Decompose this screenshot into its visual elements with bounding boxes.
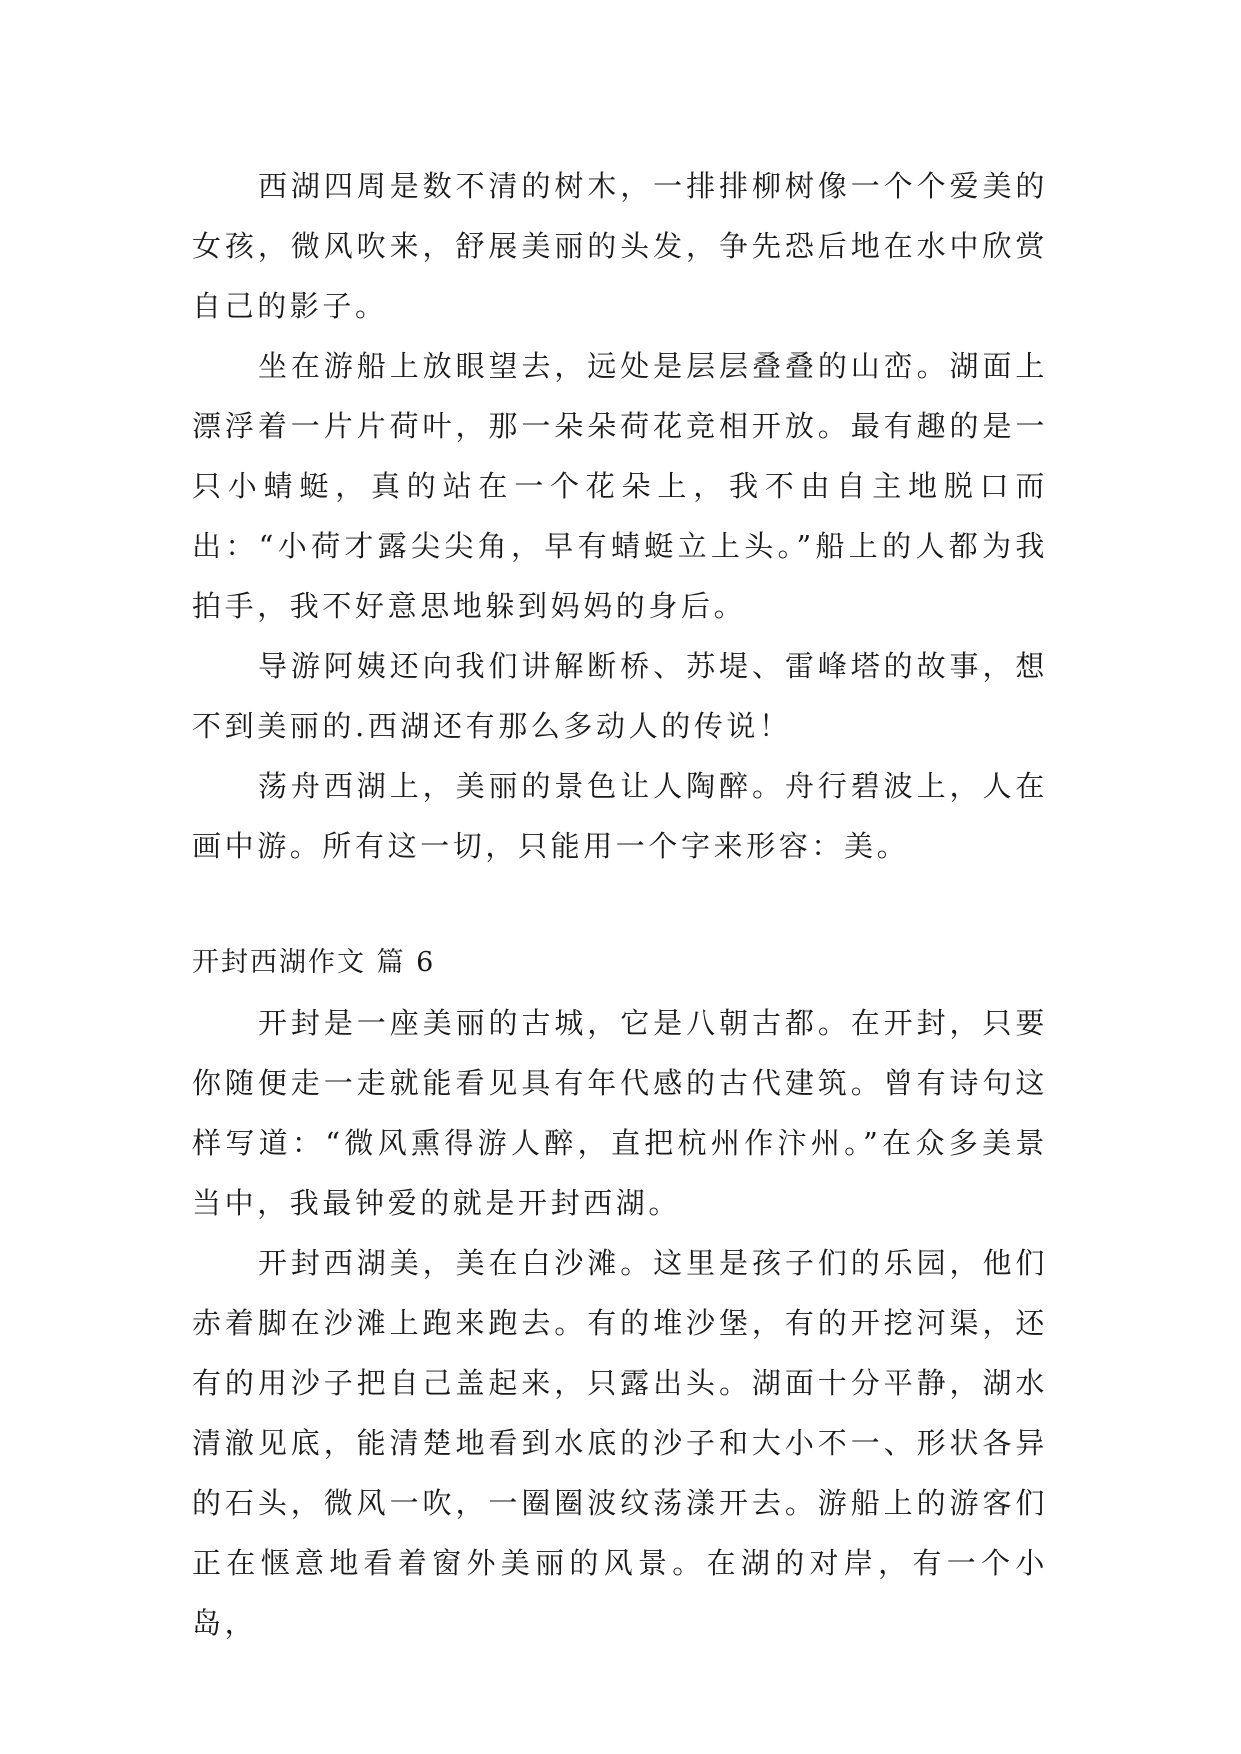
paragraph-boating: 荡舟西湖上，美丽的景色让人陶醉。舟行碧波上，人在画中游。所有这一切，只能用一个字来形容：美。 — [192, 769, 1048, 863]
section-spacer — [192, 876, 1048, 933]
paragraph-willows: 西湖四周是数不清的树木，一排排柳树像一个个爱美的女孩，微风吹来，舒展美丽的头发，争先恐后地在水中欣赏自己的影子。 — [192, 169, 1048, 323]
paragraph-white-beach: 开封西湖美，美在白沙滩。这里是孩子们的乐园，他们赤着脚在沙滩上跑来跑去。有的堆沙堡，有的开挖河渠，还有的用沙子把自己盖起来，只露出头。湖面十分平静，湖水清澈见底，能清楚地看到水底的沙子和大小不一、形状各异的石头，微风一吹，一圈圈波纹荡漾开去。游船上的游客们正在惬意地看着窗外美丽的风景。在湖的对岸，有一个小岛， — [192, 1246, 1048, 1640]
paragraph-boat-view: 坐在游船上放眼望去，远处是层层叠叠的山峦。湖面上漂浮着一片片荷叶，那一朵朵荷花竞相开放。最有趣的是一只小蜻蜓，真的站在一个花朵上，我不由自主地脱口而出：“小荷才露尖尖角，早有蜻蜓立上头。”船上的人都为我拍手，我不好意思地躲到妈妈的身后。 — [192, 349, 1048, 623]
paragraph-kaifeng-intro: 开封是一座美丽的古城，它是八朝古都。在开封，只要你随便走一走就能看见具有年代感的古代建筑。曾有诗句这样写道：“微风熏得游人醉，直把杭州作汴州。”在众多美景当中，我最钟爱的就是开封西湖。 — [192, 1006, 1048, 1220]
section-heading: 开封西湖作文 篇 6 — [192, 947, 436, 978]
text-body — [192, 156, 1048, 1653]
paragraph-tour-guide: 导游阿姨还向我们讲解断桥、苏堤、雷峰塔的故事，想不到美丽的.西湖还有那么多动人的传说！ — [192, 649, 1048, 743]
